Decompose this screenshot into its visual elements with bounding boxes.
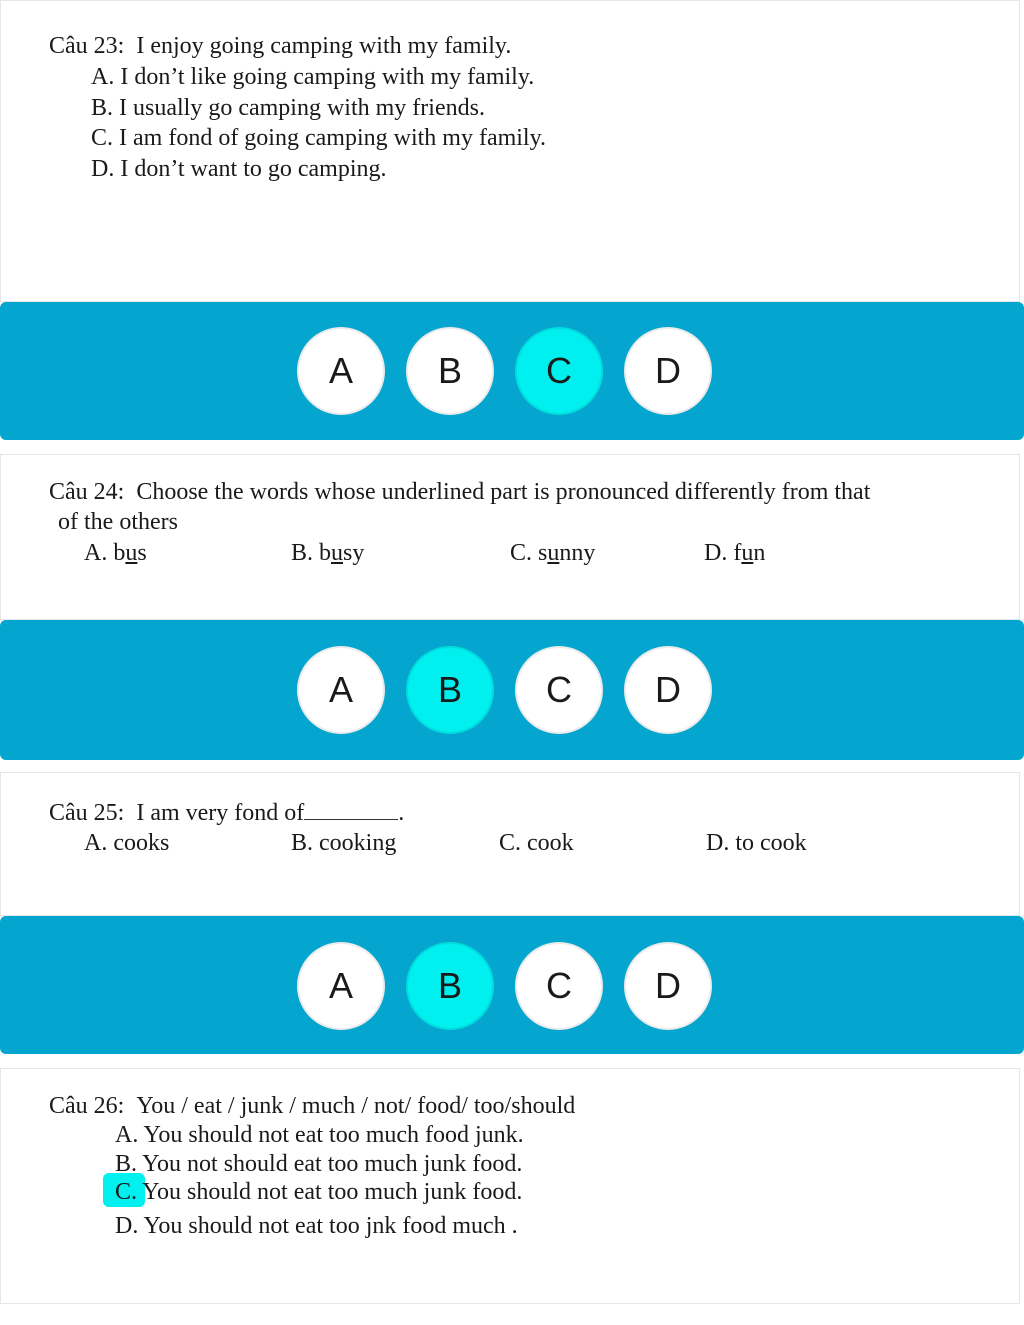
answer-option-a[interactable]: A — [297, 327, 385, 415]
option-d: D. I don’t want to go camping. — [91, 156, 387, 182]
option-d: D. You should not eat too jnk food much . — [115, 1213, 518, 1239]
option-b: B. I usually go camping with my friends. — [91, 95, 485, 121]
question-number: Câu 24: — [49, 479, 125, 505]
answer-option-d[interactable]: D — [624, 646, 712, 734]
question-card-23 — [0, 0, 1020, 302]
option-b: B. You not should eat too much junk food. — [115, 1151, 523, 1177]
option-d: D. to cook — [706, 830, 807, 856]
answer-option-c[interactable]: C — [515, 327, 603, 415]
answer-bar-23 — [0, 302, 1024, 440]
question-number: Câu 25: — [49, 800, 125, 826]
answer-option-d[interactable]: D — [624, 942, 712, 1030]
question-26-stem — [49, 1091, 575, 1121]
answer-option-c[interactable]: C — [515, 942, 603, 1030]
question-number: Câu 23: — [49, 33, 125, 59]
answer-option-a[interactable]: A — [297, 942, 385, 1030]
answer-option-b[interactable]: B — [406, 327, 494, 415]
option-a: A. You should not eat too much food junk. — [115, 1122, 524, 1148]
question-text: Choose the words whose underlined part is pronounced differently from that — [136, 479, 871, 505]
question-number: Câu 26: — [49, 1093, 125, 1119]
option-c: C. You should not eat too much junk food. — [115, 1179, 523, 1205]
answer-bar-24 — [0, 620, 1024, 760]
answer-option-b[interactable]: B — [406, 646, 494, 734]
answer-option-d[interactable]: D — [624, 327, 712, 415]
question-text-continued: of the others — [58, 509, 178, 535]
option-c: C. cook — [499, 830, 574, 856]
answer-option-b[interactable]: B — [406, 942, 494, 1030]
answer-option-c[interactable]: C — [515, 646, 603, 734]
answer-bar-25 — [0, 916, 1024, 1054]
question-24-stem — [49, 477, 870, 507]
answer-option-a[interactable]: A — [297, 646, 385, 734]
question-23-stem — [49, 31, 511, 61]
option-a: A. bus — [84, 540, 147, 566]
question-text: I am very fond of — [136, 800, 305, 826]
option-c: C. I am fond of going camping with my family. — [91, 125, 547, 151]
question-text: I enjoy going camping with my family. — [136, 33, 512, 59]
option-b: B. cooking — [291, 830, 397, 856]
question-card-25 — [0, 772, 1020, 916]
question-25-stem: Câu 25: I am very fond of . — [49, 797, 404, 828]
option-a: A. cooks — [84, 830, 170, 856]
option-a: A. I don’t like going camping with my family. — [91, 64, 535, 90]
answer-blank — [304, 797, 398, 820]
question-text: You / eat / junk / much / not/ food/ too/should — [136, 1093, 576, 1119]
question-card-24 — [0, 454, 1020, 620]
option-d: D. fun — [704, 540, 766, 566]
option-c: C. sunny — [510, 540, 596, 566]
option-b: B. busy — [291, 540, 365, 566]
